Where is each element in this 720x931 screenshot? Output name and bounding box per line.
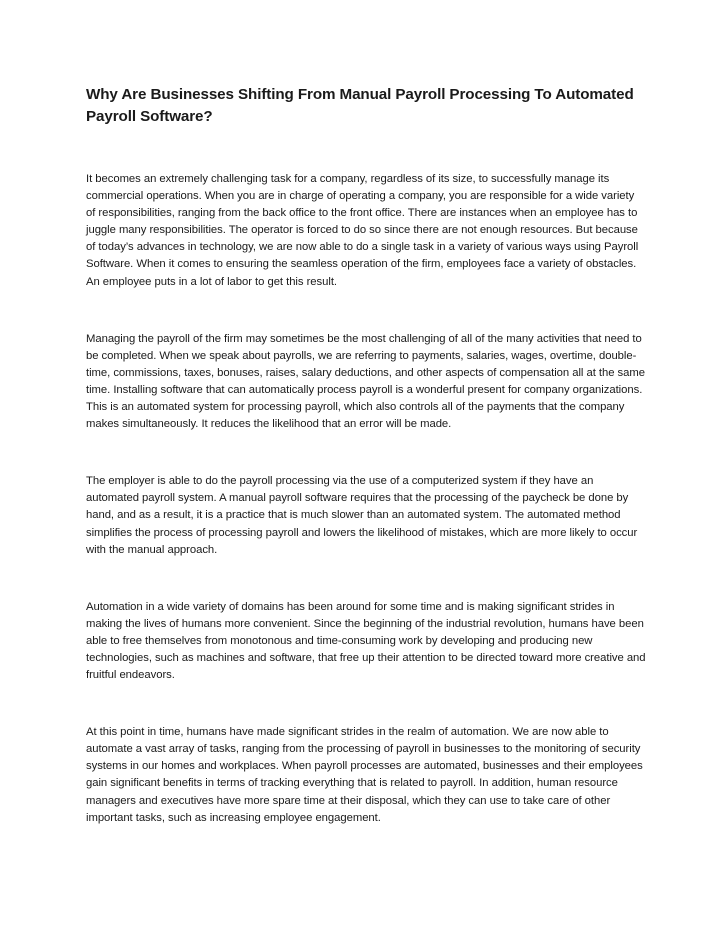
paragraph-1: It becomes an extremely challenging task for a company, regardless of its size, to successfully manage its commercial operations. When you are in charge of operating a company, you are responsible for a wide variety of responsibilities, ranging from the back office to the front office. There are instances when an employee has to juggle many responsibilities. The operator is forced to do so since there are not enough resources. But because of today’s advances in technology, we are now able to do a single task in a variety of various ways using Payroll Software. When it comes to ensuring the seamless operation of the firm, employees face a variety of obstacles. An employee puts in a lot of labor to get this result.	[86, 173, 639, 288]
document-title: Why Are Businesses Shifting From Manual Payroll Processing To Automated Payroll Software?	[86, 86, 634, 125]
document-page	[86, 84, 646, 867]
paragraph-3: The employer is able to do the payroll processing via the use of a computerized system if they have an automated payroll system. A manual payroll software requires that the processing of the paycheck be done by hand, and as a result, it is a practice that is much slower than an automated system. The automated method simplifies the process of processing payroll and lowers the likelihood of mistakes, which are more likely to occur with the manual approach.	[86, 475, 638, 556]
paragraph-2: Managing the payroll of the firm may sometimes be the most challenging of all of the many activities that need to be completed. When we speak about payrolls, we are referring to payments, salaries, wages, overtime, double-time, commissions, taxes, bonuses, raises, salary deductions, and other aspects of compensation all at the same time. Installing software that can automatically process payroll is a wonderful present for company organizations. This is an automated system for processing payroll, which also controls all of the payments that the company makes simultaneously. It reduces the likelihood that an error will be made.	[86, 332, 645, 431]
paragraph-4: Automation in a wide variety of domains has been around for some time and is making significant strides in making the lives of humans more convenient. Since the beginning of the industrial revolution, humans have been able to free themselves from monotonous and time-consuming work by developing and producing new technologies, such as machines and software, that free up their attention to be directed toward more creative and fruitful endeavors.	[86, 600, 646, 682]
paragraph-5: At this point in time, humans have made significant strides in the realm of automation. We are now able to automate a vast array of tasks, ranging from the processing of payroll in businesses to the monitoring of security systems in our homes and workplaces. When payroll processes are automated, businesses and their employees gain significant benefits in terms of tracking everything that is related to payroll. In addition, human resource managers and executives have more spare time at their disposal, which they can use to take care of other important tasks, such as increasing employee engagement.	[86, 726, 643, 824]
